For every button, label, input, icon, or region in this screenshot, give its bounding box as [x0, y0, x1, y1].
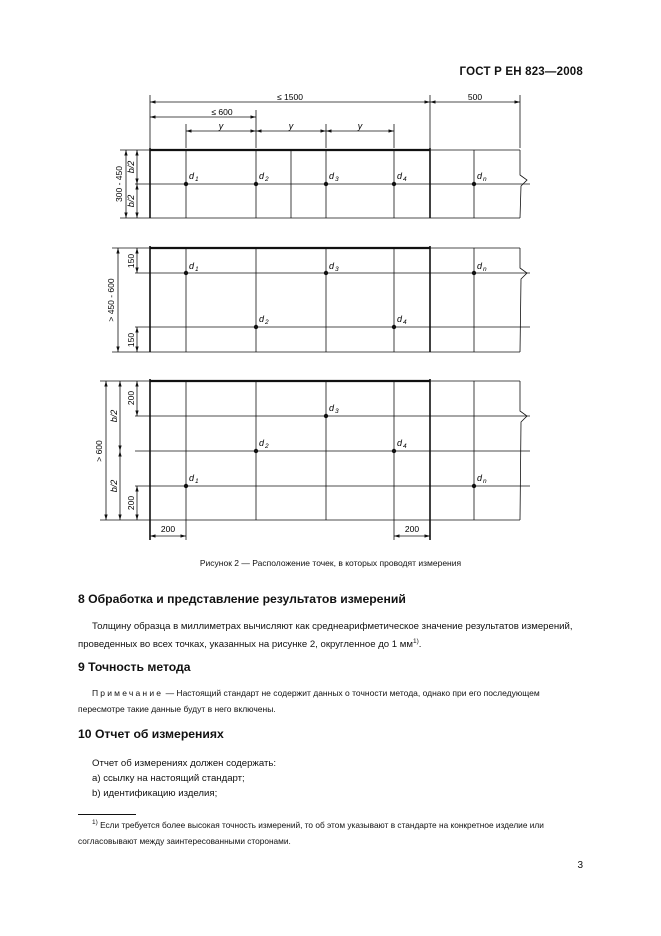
dim-edge150-top: 150 [126, 253, 136, 269]
dim-extra: 500 [467, 92, 483, 102]
svg-text:d: d [189, 261, 195, 271]
dim-y-2: y [288, 121, 294, 131]
section-10-intro: Отчет об измерениях должен содержать: [92, 758, 277, 769]
section-10-item-b: b) идентификацию изделия; [92, 788, 218, 799]
svg-text:2: 2 [265, 176, 269, 183]
svg-text:4: 4 [403, 443, 407, 450]
svg-text:d: d [477, 171, 483, 181]
dim-half-3b: b/2 [109, 479, 119, 493]
document-header: ГОСТ Р ЕН 823—2008 [459, 66, 583, 78]
svg-text:1: 1 [195, 266, 199, 273]
svg-text:1: 1 [195, 478, 199, 485]
section-9-note: Примечание — Настоящий стандарт не содержит данных о точности метода, однако при его последующем пересмотре такие данные будут в него включены. [78, 688, 540, 714]
dim-edge200-left: 200 [160, 524, 176, 534]
svg-text:n: n [483, 176, 487, 183]
svg-text:d: d [397, 438, 403, 448]
section-10-title: 10 Отчет об измерениях [78, 727, 224, 741]
dim-max-total: ≤ 1500 [277, 92, 303, 102]
svg-text:d: d [189, 171, 195, 181]
svg-text:4: 4 [403, 319, 407, 326]
dim-edge200-top: 200 [126, 390, 136, 406]
dim-y-1: y [218, 121, 224, 131]
footnote: $^{1)}$ Если требуется более высокая точность измерений, то об этом указывают в стандарте на конкретное изделие или согласовывают между заинтересованными сторонами. [78, 819, 544, 846]
section-8-text: Толщину образца в миллиметрах вычисляют как среднеарифметическое значение результатов измерений, проведенных во всех точках, указанных на рисунке 2, округленное до 1 $мм^{1)}$. [78, 621, 573, 650]
svg-text:n: n [483, 478, 487, 485]
svg-text:1: 1 [195, 176, 199, 183]
section-8-title: 8 Обработка и представление результатов измерений [78, 592, 406, 606]
svg-text:n: n [483, 266, 487, 273]
dim-width-large: > 600 [94, 440, 104, 462]
svg-text:3: 3 [335, 176, 339, 183]
svg-text:d: d [397, 171, 403, 181]
svg-text:d: d [259, 171, 265, 181]
svg-text:d: d [259, 438, 265, 448]
dim-max-first: ≤ 600 [211, 107, 233, 117]
svg-text:3: 3 [335, 408, 339, 415]
svg-text:d: d [477, 473, 483, 483]
dim-y-3: y [357, 121, 363, 131]
svg-text:d: d [259, 314, 265, 324]
page-number: 3 [577, 860, 583, 871]
dim-width-medium: > 450 - 600 [106, 278, 116, 322]
dim-width-small: 300 - 450 [114, 166, 124, 202]
figure-caption: Рисунок 2 — Расположение точек, в которых проводят измерения [199, 558, 462, 568]
svg-text:d: d [397, 314, 403, 324]
svg-text:d: d [329, 261, 335, 271]
dim-half-3a: b/2 [109, 409, 119, 423]
svg-text:d: d [329, 171, 335, 181]
dim-edge200-bottom: 200 [126, 495, 136, 511]
dim-half-1b: b/2 [126, 194, 136, 208]
svg-text:2: 2 [265, 443, 269, 450]
svg-text:d: d [477, 261, 483, 271]
svg-text:2: 2 [265, 319, 269, 326]
section-10-item-a: a) ссылку на настоящий стандарт; [92, 773, 245, 784]
svg-text:d: d [189, 473, 195, 483]
svg-text:3: 3 [335, 266, 339, 273]
dim-half-1a: b/2 [126, 160, 136, 174]
dim-edge200-right: 200 [404, 524, 420, 534]
svg-text:4: 4 [403, 176, 407, 183]
dim-edge150-bottom: 150 [126, 332, 136, 348]
section-9-title: 9 Точность метода [78, 660, 191, 674]
svg-text:d: d [329, 403, 335, 413]
